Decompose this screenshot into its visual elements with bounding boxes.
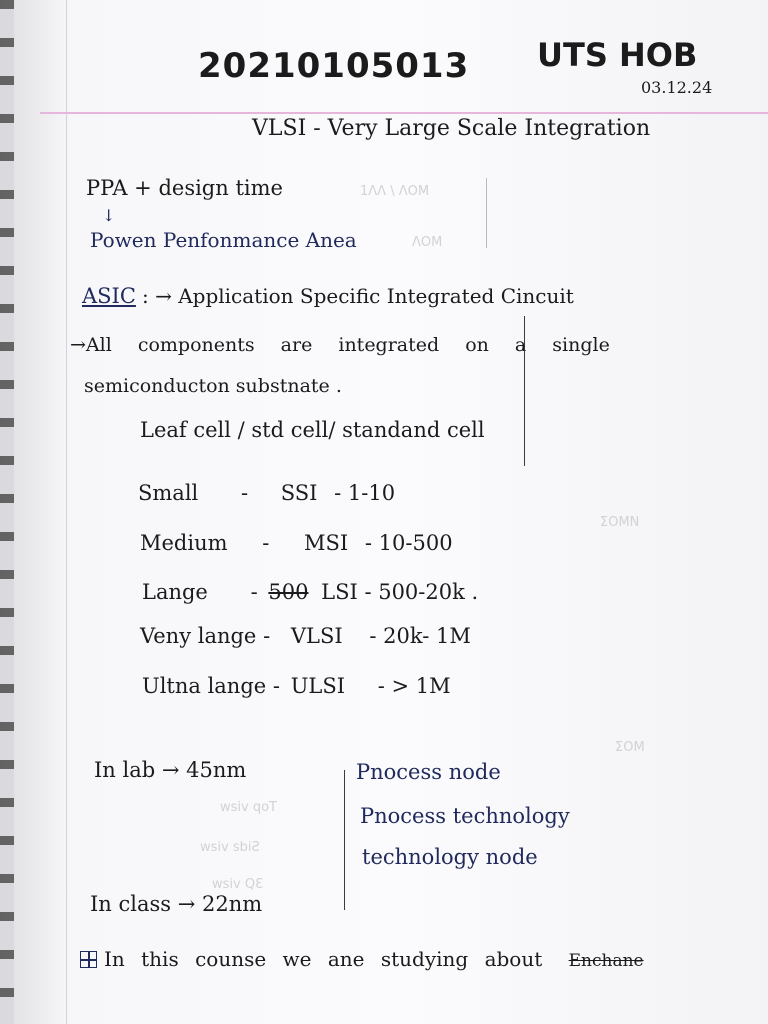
process-item-3: technology node [362,845,538,869]
scale-row-very-large [140,624,471,648]
bleed-through-text: 1ΛΛ \ ΛΟΜ [360,184,430,199]
ppa-expansion: Powen Penfonmance Anea [90,228,357,252]
margin-line [66,0,67,1024]
faint-bracket [486,178,487,248]
bleed-through-text: wsiv QƐ [212,877,264,892]
scale-abbr: SSI [280,481,318,505]
asic-label: ASIC [82,284,136,308]
scale-abbr: VLSI [290,624,343,648]
scale-name: Small [138,481,199,505]
ppa-line: PPA + design time [86,176,283,200]
scale-name: Medium [140,531,228,555]
scale-range: - 20k- 1M [369,624,471,648]
scale-abbr: ULSI [290,674,346,698]
process-item-1: Pnocess node [356,760,501,784]
scale-range: - 1-10 [334,481,396,505]
process-item-2: Pnocess technology [360,804,570,828]
footer-text: In this counse we ane studying about [104,947,543,971]
scale-dash: - [263,624,271,648]
scale-row-small [138,481,395,505]
spiral-binding [0,0,14,1024]
scale-name: Veny lange [140,624,257,648]
process-bracket [344,770,345,910]
scale-dash: - [272,674,281,698]
scale-row-medium [140,531,453,555]
scale-abbr: MSI [304,531,349,555]
class-line: In class → 22nm [90,892,263,916]
student-name: UTS HOB [537,36,698,74]
scale-row-large [142,580,478,604]
bleed-through-text: wsiv sbiƧ [200,840,260,855]
student-id: 20210105013 [198,46,470,86]
scale-name: Ultna lange [142,674,267,698]
date: 03.12.24 [641,78,713,97]
scale-range: LSI - 500-20k . [321,580,479,604]
boxed-plus-icon [80,951,97,968]
scale-range: - 10-500 [364,531,453,555]
asic-definition: : → Application Specific Integrated Cincuit [142,284,574,308]
scale-row-ultra-large [142,674,451,698]
asic-line-3: semiconducton substnate . [84,375,342,397]
down-arrow-icon: ↓ [102,206,116,225]
bleed-through-text: wsiv qoT [220,800,277,815]
footer-line [104,947,644,971]
bleed-through-text: ΣΟΜ [615,740,645,755]
lab-line: In lab → 45nm [94,758,247,782]
scale-dash: - [250,580,258,604]
vertical-bracket [524,316,525,466]
scale-dash: - [262,531,270,555]
scale-name: Lange [142,580,208,604]
footer-struck-word: Enchane [568,951,644,971]
asic-line-2: →All components are integrated on a single [70,334,610,356]
bleed-through-text: ΛΟΜ [412,235,443,250]
bleed-through-text: ΣΟΜΝ [600,515,640,530]
cell-line: Leaf cell / std cell/ standand cell [140,418,485,442]
scale-range: - > 1M [377,674,451,698]
header-rule [40,112,768,114]
scale-dash: - [240,481,249,505]
title-line: VLSI - Very Large Scale Integration [252,116,651,141]
scale-abbr-struck: 500 [268,580,309,604]
